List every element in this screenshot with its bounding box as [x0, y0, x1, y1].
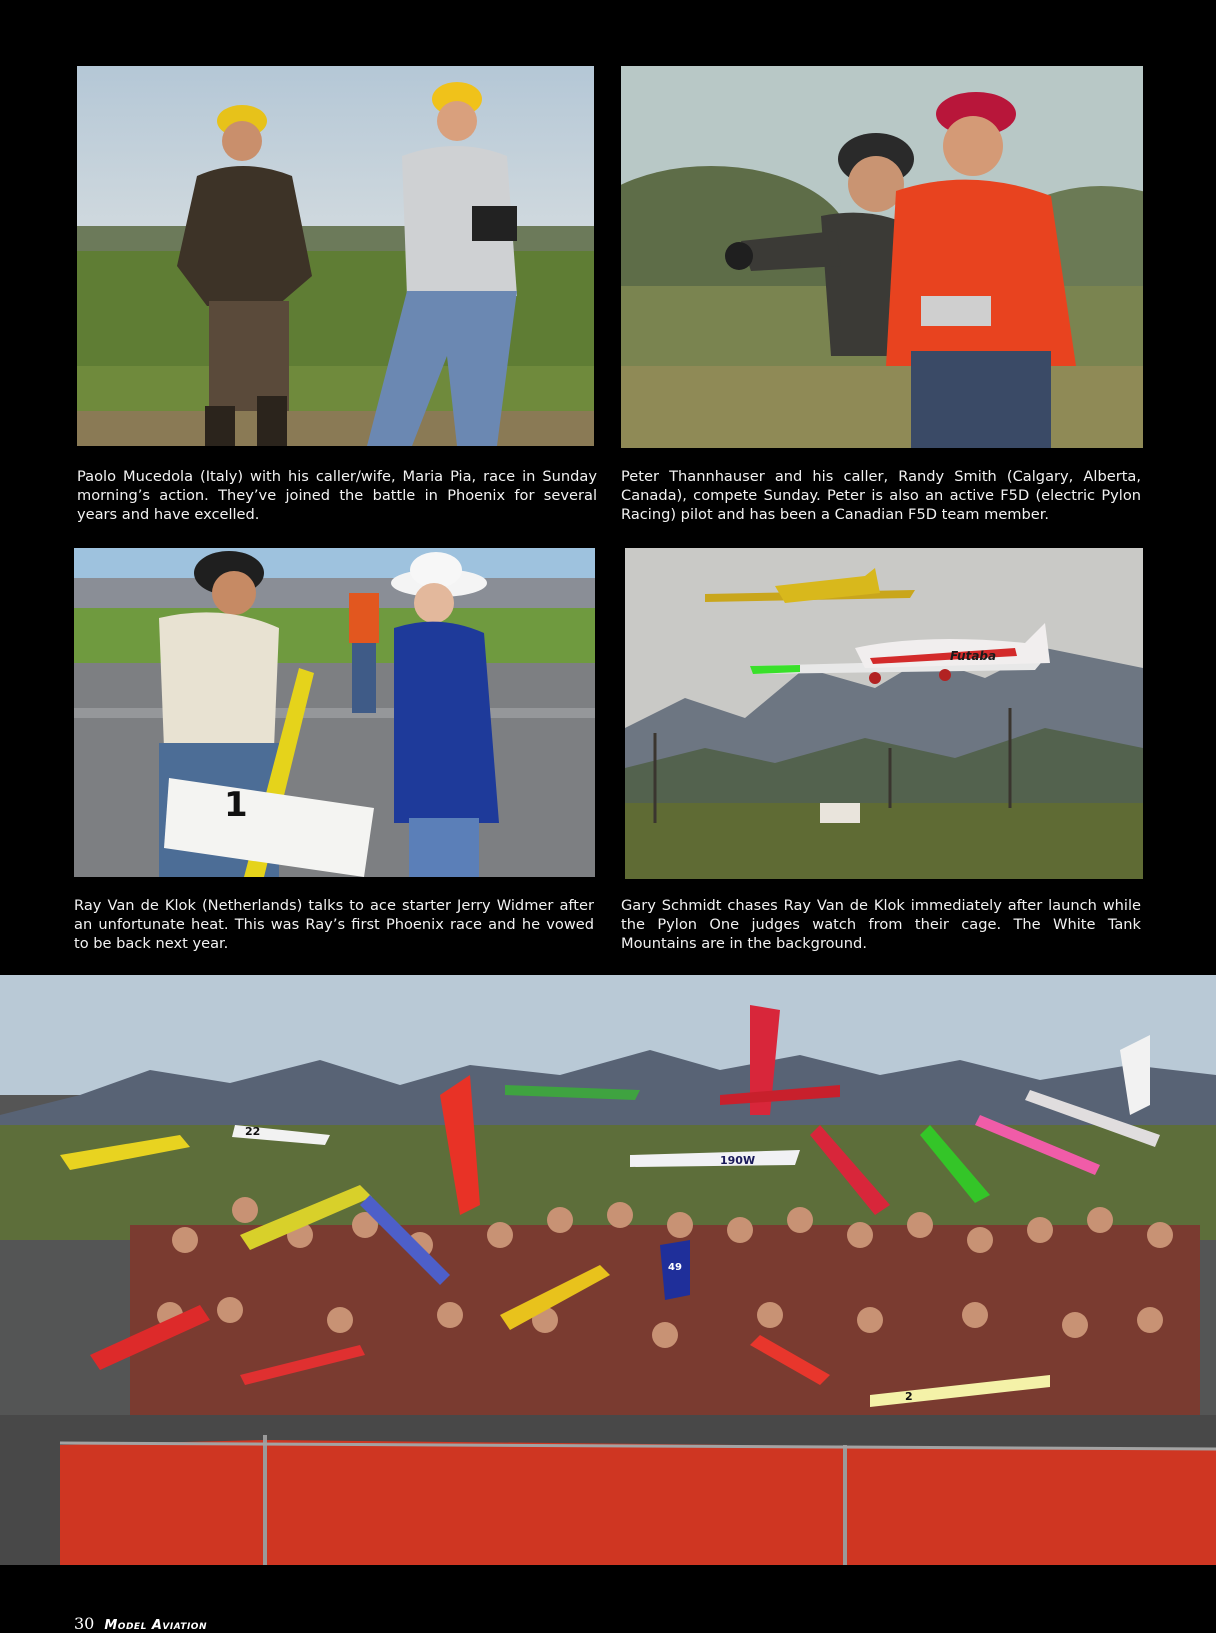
photo-mucedola-image [77, 66, 594, 446]
page-number: 30 [74, 1614, 95, 1633]
photo-launch-mountains-image [625, 548, 1143, 879]
group-plane-number-49: 49 [668, 1262, 682, 1273]
group-plane-number-2: 2 [905, 1390, 913, 1403]
caption-vandeklok-widmer: Ray Van de Klok (Netherlands) talks to ace starter Jerry Widmer after an unfortunate heat. This was Ray’s first Phoenix race and he vowed to be back next year. [74, 897, 594, 952]
magazine-name: Model Aviation [104, 1618, 207, 1633]
group-photo-fence [60, 1435, 1216, 1565]
photo-futaba-label: Futaba [950, 649, 997, 663]
caption-thannhauser: Peter Thannhauser and his caller, Randy Smith (Calgary, Alberta, Canada), compete Sunday. Peter is also an active F5D (electric Pylon Racing) pilot and has been a Canadian F5D team member. [621, 468, 1141, 523]
photo-thannhauser-image [621, 66, 1143, 448]
group-plane-number-190w: 190W [720, 1154, 756, 1167]
photo-group-pilots [0, 975, 1216, 1565]
page-footer [74, 1614, 207, 1633]
photo-vandeklok-widmer-image [74, 548, 595, 877]
photo-group-pilots-image [0, 975, 1216, 1565]
caption-launch-mountains: Gary Schmidt chases Ray Van de Klok immediately after launch while the Pylon One judges watch from their cage. The White Tank Mountains are in the background. [621, 897, 1141, 952]
photo-launch-mountains [625, 548, 1143, 879]
photo-vandeklok-widmer [74, 548, 595, 877]
caption-mucedola: Paolo Mucedola (Italy) with his caller/wife, Maria Pia, race in Sunday morning’s action. They’ve joined the battle in Phoenix for several years and have excelled. [77, 468, 597, 523]
photo-mucedola [77, 66, 594, 446]
photo-thannhauser [621, 66, 1143, 448]
photo-race-number: 1 [224, 785, 248, 825]
group-plane-number-22: 22 [245, 1125, 261, 1138]
